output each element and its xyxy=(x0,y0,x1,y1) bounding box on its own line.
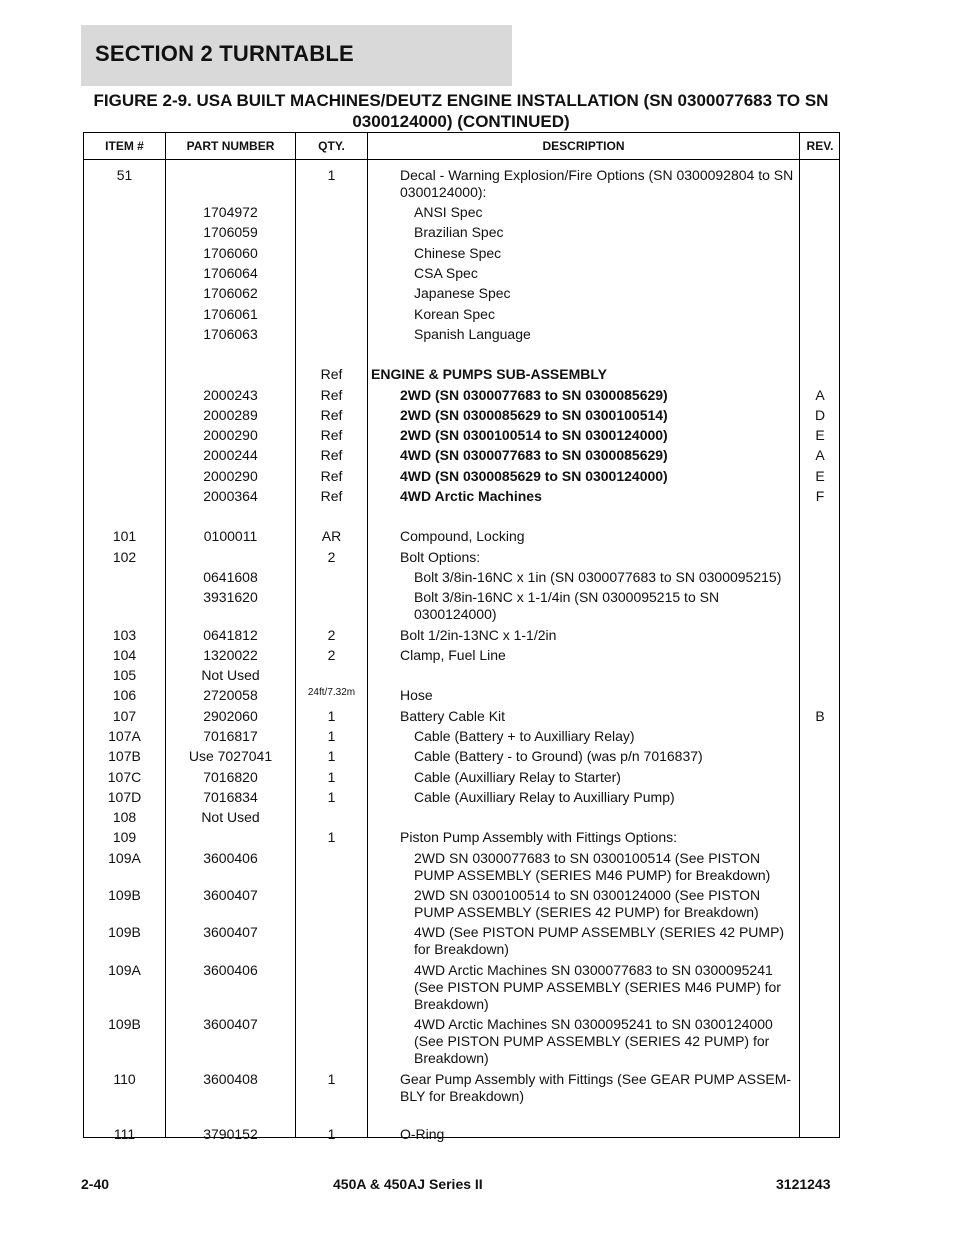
header-divider xyxy=(84,159,839,160)
header-qty: QTY. xyxy=(318,139,345,153)
qty-cell: Ref xyxy=(320,488,343,504)
description-cell: Korean Spec xyxy=(414,306,495,322)
part-number-cell: 2720058 xyxy=(203,687,258,703)
description-cell: Brazilian Spec xyxy=(414,224,504,240)
description-cell: Spanish Language xyxy=(414,326,531,342)
part-number-cell: 3600407 xyxy=(203,924,258,940)
description-cell: Bolt 3/8in-16NC x 1in (SN 0300077683 to SN 0300095215) xyxy=(414,569,782,585)
rev-cell: E xyxy=(815,468,825,484)
part-number-cell: 2000290 xyxy=(203,427,258,443)
parts-table xyxy=(83,132,840,1142)
description-cell: Compound, Locking xyxy=(400,528,525,544)
part-number-cell: 0100011 xyxy=(203,528,258,544)
part-number-cell: 3600408 xyxy=(203,1071,258,1087)
part-number-cell: 3600406 xyxy=(203,962,258,978)
description-cell: O-Ring xyxy=(400,1126,445,1142)
part-number-cell: 1706060 xyxy=(203,245,258,261)
column-divider xyxy=(367,133,368,1137)
qty-cell: Ref xyxy=(320,427,343,443)
qty-cell: 1 xyxy=(327,789,336,805)
rev-cell: A xyxy=(815,447,825,463)
part-number-cell: 3790152 xyxy=(203,1126,258,1142)
footer-model: 450A & 450AJ Series II xyxy=(333,1176,483,1192)
part-number-cell: 3931620 xyxy=(203,589,258,605)
item-number-cell: 101 xyxy=(112,528,137,544)
description-cell: Cable (Battery - to Ground) (was p/n 7016837) xyxy=(414,748,703,764)
part-number-cell: 0641608 xyxy=(203,569,258,585)
column-divider xyxy=(799,133,800,1137)
part-number-cell: Use 7027041 xyxy=(188,748,273,764)
description-cell: Bolt 3/8in-16NC x 1-1/4in (SN 0300095215 to SN 0300124000) xyxy=(414,589,720,622)
part-number-cell: 7016820 xyxy=(203,769,258,785)
description-cell: Cable (Auxilliary Relay to Auxilliary Pump) xyxy=(414,789,675,805)
qty-cell: 1 xyxy=(327,829,336,845)
part-number-cell: 0641812 xyxy=(203,627,258,643)
part-number-cell: 1706063 xyxy=(203,326,258,342)
description-cell: Bolt Options: xyxy=(400,549,481,565)
part-number-cell: 2902060 xyxy=(203,708,258,724)
part-number-cell: 2000243 xyxy=(203,387,258,403)
item-number-cell: 109B xyxy=(108,1016,141,1032)
description-cell: 4WD Arctic Machines SN 0300077683 to SN 0300095241 (See PISTON PUMP ASSEMBLY (SERIES M46 PUMP) for Breakdown) xyxy=(414,962,781,1012)
qty-cell: 1 xyxy=(327,708,336,724)
item-number-cell: 109A xyxy=(108,962,141,978)
footer-page-number: 2-40 xyxy=(81,1176,110,1192)
description-cell: 4WD (See PISTON PUMP ASSEMBLY (SERIES 42 PUMP) for Breakdown) xyxy=(414,924,785,957)
description-cell: ANSI Spec xyxy=(414,204,483,220)
rev-cell: D xyxy=(814,407,826,423)
description-cell: Gear Pump Assembly with Fittings (See GEAR PUMP ASSEM-BLY for Breakdown) xyxy=(400,1071,792,1104)
description-cell: Battery Cable Kit xyxy=(400,708,506,724)
qty-cell: 2 xyxy=(327,627,336,643)
qty-cell: 1 xyxy=(327,167,336,183)
item-number-cell: 110 xyxy=(113,1071,136,1087)
description-cell: Cable (Auxilliary Relay to Starter) xyxy=(414,769,621,785)
rev-cell: E xyxy=(815,427,825,443)
item-number-cell: 107C xyxy=(107,769,142,785)
part-number-cell: Not Used xyxy=(201,809,260,825)
description-cell: 2WD SN 0300077683 to SN 0300100514 (See PISTON PUMP ASSEMBLY (SERIES M46 PUMP) for Breakdown) xyxy=(414,850,771,883)
footer-doc-number: 3121243 xyxy=(776,1176,831,1192)
item-number-cell: 102 xyxy=(112,549,137,565)
part-number-cell: 2000290 xyxy=(203,468,258,484)
section-title: SECTION 2 TURNTABLE xyxy=(95,41,354,66)
part-number-cell: 1706061 xyxy=(203,306,258,322)
description-cell: CSA Spec xyxy=(414,265,478,281)
description-cell: 2WD (SN 0300077683 to SN 0300085629) xyxy=(400,387,668,403)
qty-cell: 2 xyxy=(327,647,336,663)
description-cell: Japanese Spec xyxy=(414,285,511,301)
part-number-cell: 3600407 xyxy=(203,1016,258,1032)
description-cell: Chinese Spec xyxy=(414,245,502,261)
part-number-cell: 3600406 xyxy=(203,850,258,866)
item-number-cell: 109A xyxy=(108,850,141,866)
qty-cell: Ref xyxy=(320,447,343,463)
part-number-cell: 7016834 xyxy=(203,789,258,805)
part-number-cell: 1706064 xyxy=(203,265,258,281)
part-number-cell: 2000364 xyxy=(203,488,258,504)
description-cell: 2WD (SN 0300100514 to SN 0300124000) xyxy=(400,427,668,443)
part-number-cell: 1706062 xyxy=(203,285,258,301)
rev-cell: B xyxy=(815,708,825,724)
qty-cell: AR xyxy=(321,528,342,544)
description-cell: 4WD (SN 0300077683 to SN 0300085629) xyxy=(400,447,668,463)
header-item: ITEM # xyxy=(105,139,144,153)
description-cell: 4WD (SN 0300085629 to SN 0300124000) xyxy=(400,468,668,484)
description-cell: Cable (Battery + to Auxilliary Relay) xyxy=(414,728,635,744)
qty-cell: Ref xyxy=(320,468,343,484)
description-cell: 4WD Arctic Machines SN 0300095241 to SN 0300124000 (See PISTON PUMP ASSEMBLY (SERIES 42 PUMP) for Breakdown) xyxy=(414,1016,773,1066)
item-number-cell: 109 xyxy=(112,829,137,845)
qty-cell: Ref xyxy=(320,366,343,382)
part-number-cell: 1706059 xyxy=(203,224,258,240)
header-rev: REV. xyxy=(806,139,834,153)
item-number-cell: 107B xyxy=(108,748,141,764)
item-number-cell: 51 xyxy=(116,167,133,183)
description-cell: 2WD (SN 0300085629 to SN 0300100514) xyxy=(400,407,668,423)
item-number-cell: 107 xyxy=(112,708,137,724)
part-number-cell: 7016817 xyxy=(203,728,258,744)
header-part-number: PART NUMBER xyxy=(186,139,275,153)
qty-cell: 1 xyxy=(327,728,336,744)
description-cell: Clamp, Fuel Line xyxy=(400,647,506,663)
description-cell: Decal - Warning Explosion/Fire Options (SN 0300092804 to SN 0300124000): xyxy=(400,167,794,200)
item-number-cell: 105 xyxy=(112,667,137,683)
qty-cell: 24ft/7.32m xyxy=(307,687,356,698)
item-number-cell: 109B xyxy=(108,924,141,940)
part-number-cell: 1704972 xyxy=(203,204,258,220)
header-description: DESCRIPTION xyxy=(542,139,625,153)
qty-cell: 1 xyxy=(327,748,336,764)
item-number-cell: 103 xyxy=(112,627,137,643)
qty-cell: 2 xyxy=(327,549,336,565)
item-number-cell: 107A xyxy=(108,728,141,744)
part-number-cell: 1320022 xyxy=(203,647,258,663)
part-number-cell: 2000289 xyxy=(203,407,258,423)
qty-cell: Ref xyxy=(320,407,343,423)
description-cell: Bolt 1/2in-13NC x 1-1/2in xyxy=(400,627,557,643)
item-number-cell: 111 xyxy=(113,1126,136,1142)
qty-cell: 1 xyxy=(327,769,336,785)
item-number-cell: 108 xyxy=(112,809,137,825)
item-number-cell: 106 xyxy=(112,687,137,703)
qty-cell: 1 xyxy=(327,1071,336,1087)
description-cell: Piston Pump Assembly with Fittings Options: xyxy=(400,829,677,845)
item-number-cell: 109B xyxy=(108,887,141,903)
part-number-cell: 3600407 xyxy=(203,887,258,903)
qty-cell: 1 xyxy=(327,1126,336,1142)
description-cell: 4WD Arctic Machines xyxy=(400,488,542,504)
item-number-cell: 104 xyxy=(112,647,137,663)
description-cell: Hose xyxy=(400,687,433,703)
part-number-cell: Not Used xyxy=(201,667,260,683)
description-cell: ENGINE & PUMPS SUB-ASSEMBLY xyxy=(371,366,607,382)
rev-cell: F xyxy=(815,488,825,504)
item-number-cell: 107D xyxy=(107,789,142,805)
description-cell: 2WD SN 0300100514 to SN 0300124000 (See PISTON PUMP ASSEMBLY (SERIES 42 PUMP) for Breakdown) xyxy=(414,887,761,920)
rev-cell: A xyxy=(815,387,825,403)
figure-title: FIGURE 2-9. USA BUILT MACHINES/DEUTZ ENGINE INSTALLATION (SN 0300077683 TO SN 0300124000) (CONTINUED) xyxy=(93,91,829,131)
qty-cell: Ref xyxy=(320,387,343,403)
part-number-cell: 2000244 xyxy=(203,447,258,463)
